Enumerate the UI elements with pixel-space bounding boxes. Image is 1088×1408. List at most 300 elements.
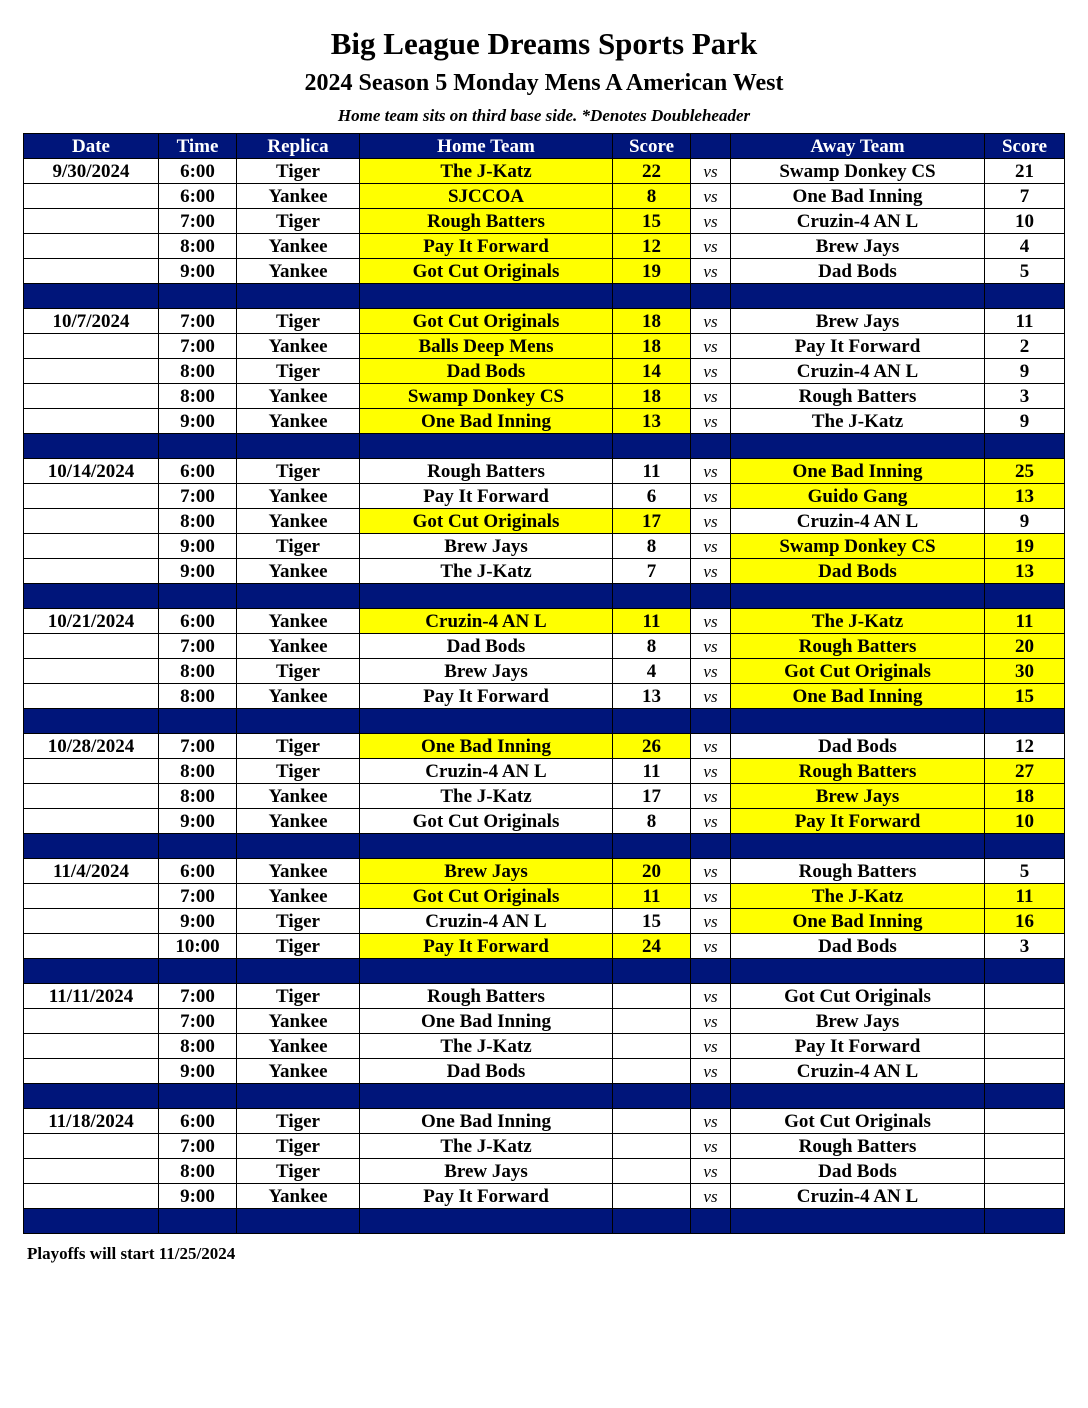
home-score-cell: 20: [613, 859, 691, 884]
separator-cell: [691, 1209, 731, 1234]
away-team-cell: Swamp Donkey CS: [731, 159, 985, 184]
vs-cell: vs: [691, 784, 731, 809]
column-header-away-score: Score: [985, 134, 1065, 159]
home-team-cell: Pay It Forward: [360, 934, 613, 959]
game-row: [24, 409, 1065, 434]
time-cell: 9:00: [159, 409, 237, 434]
away-team-cell: Cruzin-4 AN L: [731, 1059, 985, 1084]
home-score-cell: 18: [613, 309, 691, 334]
separator-cell: [613, 584, 691, 609]
home-team-cell: Balls Deep Mens: [360, 334, 613, 359]
date-cell: [24, 934, 159, 959]
home-score-cell: 18: [613, 384, 691, 409]
separator-cell: [237, 834, 360, 859]
separator-cell: [159, 834, 237, 859]
time-cell: 6:00: [159, 1109, 237, 1134]
home-score-cell: [613, 1184, 691, 1209]
away-team-cell: Cruzin-4 AN L: [731, 1184, 985, 1209]
replica-cell: Yankee: [237, 1009, 360, 1034]
away-score-cell: [985, 1059, 1065, 1084]
vs-cell: vs: [691, 459, 731, 484]
home-team-cell: The J-Katz: [360, 159, 613, 184]
separator-cell: [360, 434, 613, 459]
home-team-cell: Brew Jays: [360, 659, 613, 684]
separator-cell: [731, 834, 985, 859]
home-score-cell: 17: [613, 784, 691, 809]
home-score-cell: 19: [613, 259, 691, 284]
vs-cell: vs: [691, 1059, 731, 1084]
separator-cell: [237, 584, 360, 609]
home-team-cell: Brew Jays: [360, 859, 613, 884]
vs-cell: vs: [691, 1034, 731, 1059]
away-score-cell: 7: [985, 184, 1065, 209]
time-cell: 6:00: [159, 609, 237, 634]
date-cell: [24, 234, 159, 259]
separator-cell: [159, 434, 237, 459]
away-score-cell: 15: [985, 684, 1065, 709]
separator-cell: [237, 959, 360, 984]
schedule-body: [24, 159, 1065, 1234]
away-score-cell: 3: [985, 934, 1065, 959]
away-team-cell: The J-Katz: [731, 884, 985, 909]
separator-cell: [691, 959, 731, 984]
separator-cell: [985, 1209, 1065, 1234]
away-score-cell: [985, 1109, 1065, 1134]
vs-cell: vs: [691, 334, 731, 359]
away-team-cell: Dad Bods: [731, 559, 985, 584]
home-team-cell: Pay It Forward: [360, 684, 613, 709]
separator-cell: [360, 834, 613, 859]
separator-cell: [731, 584, 985, 609]
date-cell: 10/28/2024: [24, 734, 159, 759]
date-cell: [24, 509, 159, 534]
away-team-cell: Pay It Forward: [731, 809, 985, 834]
home-team-cell: One Bad Inning: [360, 1109, 613, 1134]
separator-cell: [24, 959, 159, 984]
game-row: [24, 859, 1065, 884]
separator-cell: [985, 709, 1065, 734]
time-cell: 7:00: [159, 209, 237, 234]
away-team-cell: Pay It Forward: [731, 1034, 985, 1059]
separator-cell: [159, 959, 237, 984]
replica-cell: Yankee: [237, 234, 360, 259]
away-team-cell: Rough Batters: [731, 634, 985, 659]
date-cell: [24, 534, 159, 559]
vs-cell: vs: [691, 534, 731, 559]
away-score-cell: 9: [985, 409, 1065, 434]
away-team-cell: Got Cut Originals: [731, 659, 985, 684]
vs-cell: vs: [691, 884, 731, 909]
date-cell: [24, 659, 159, 684]
time-cell: 8:00: [159, 384, 237, 409]
separator-cell: [691, 284, 731, 309]
home-score-cell: 18: [613, 334, 691, 359]
separator-cell: [24, 834, 159, 859]
home-team-cell: One Bad Inning: [360, 734, 613, 759]
home-team-cell: Cruzin-4 AN L: [360, 759, 613, 784]
separator-cell: [237, 284, 360, 309]
home-score-cell: [613, 1134, 691, 1159]
vs-cell: vs: [691, 659, 731, 684]
separator-cell: [613, 284, 691, 309]
home-team-cell: Swamp Donkey CS: [360, 384, 613, 409]
home-team-cell: Got Cut Originals: [360, 884, 613, 909]
vs-cell: vs: [691, 509, 731, 534]
away-team-cell: Brew Jays: [731, 1009, 985, 1034]
vs-cell: vs: [691, 359, 731, 384]
home-score-cell: 8: [613, 634, 691, 659]
game-row: [24, 759, 1065, 784]
vs-cell: vs: [691, 859, 731, 884]
time-cell: 6:00: [159, 184, 237, 209]
separator-cell: [613, 434, 691, 459]
column-header-replica: Replica: [237, 134, 360, 159]
away-score-cell: 2: [985, 334, 1065, 359]
vs-cell: vs: [691, 1009, 731, 1034]
away-team-cell: Guido Gang: [731, 484, 985, 509]
away-team-cell: Cruzin-4 AN L: [731, 509, 985, 534]
week-separator-row: [24, 959, 1065, 984]
replica-cell: Yankee: [237, 484, 360, 509]
home-team-cell: The J-Katz: [360, 784, 613, 809]
away-score-cell: 13: [985, 484, 1065, 509]
away-score-cell: [985, 984, 1065, 1009]
home-score-cell: [613, 1009, 691, 1034]
vs-cell: vs: [691, 684, 731, 709]
away-score-cell: 27: [985, 759, 1065, 784]
home-score-cell: 8: [613, 809, 691, 834]
playoffs-note: Playoffs will start 11/25/2024: [27, 1244, 236, 1263]
date-cell: [24, 209, 159, 234]
away-team-cell: Cruzin-4 AN L: [731, 359, 985, 384]
away-team-cell: Pay It Forward: [731, 334, 985, 359]
home-team-cell: SJCCOA: [360, 184, 613, 209]
game-row: [24, 184, 1065, 209]
date-cell: [24, 809, 159, 834]
home-team-cell: Brew Jays: [360, 1159, 613, 1184]
away-score-cell: 21: [985, 159, 1065, 184]
date-cell: [24, 484, 159, 509]
separator-cell: [985, 434, 1065, 459]
separator-cell: [985, 1084, 1065, 1109]
away-score-cell: 9: [985, 359, 1065, 384]
home-team-cell: The J-Katz: [360, 1034, 613, 1059]
date-cell: [24, 1184, 159, 1209]
game-row: [24, 734, 1065, 759]
game-row: [24, 484, 1065, 509]
separator-cell: [159, 284, 237, 309]
separator-cell: [360, 584, 613, 609]
replica-cell: Tiger: [237, 909, 360, 934]
week-separator-row: [24, 1209, 1065, 1234]
vs-cell: vs: [691, 384, 731, 409]
replica-cell: Yankee: [237, 184, 360, 209]
game-row: [24, 1134, 1065, 1159]
home-score-cell: 13: [613, 409, 691, 434]
page-title: Big League Dreams Sports Park: [330, 26, 758, 61]
away-team-cell: Cruzin-4 AN L: [731, 209, 985, 234]
column-header-home-score: Score: [613, 134, 691, 159]
replica-cell: Tiger: [237, 759, 360, 784]
away-score-cell: 16: [985, 909, 1065, 934]
separator-cell: [985, 584, 1065, 609]
away-score-cell: [985, 1009, 1065, 1034]
separator-cell: [691, 1084, 731, 1109]
game-row: [24, 909, 1065, 934]
table-header-row: [24, 134, 1065, 159]
separator-cell: [360, 709, 613, 734]
separator-cell: [159, 1209, 237, 1234]
week-separator-row: [24, 709, 1065, 734]
game-row: [24, 634, 1065, 659]
game-row: [24, 1159, 1065, 1184]
game-row: [24, 209, 1065, 234]
replica-cell: Tiger: [237, 359, 360, 384]
away-score-cell: [985, 1034, 1065, 1059]
separator-cell: [24, 709, 159, 734]
game-row: [24, 1059, 1065, 1084]
replica-cell: Yankee: [237, 634, 360, 659]
replica-cell: Tiger: [237, 1109, 360, 1134]
week-separator-row: [24, 434, 1065, 459]
vs-cell: vs: [691, 1159, 731, 1184]
game-row: [24, 234, 1065, 259]
time-cell: 8:00: [159, 1034, 237, 1059]
separator-cell: [24, 1084, 159, 1109]
vs-cell: vs: [691, 409, 731, 434]
replica-cell: Tiger: [237, 534, 360, 559]
home-team-cell: One Bad Inning: [360, 409, 613, 434]
game-row: [24, 1034, 1065, 1059]
vs-cell: vs: [691, 809, 731, 834]
home-team-cell: Got Cut Originals: [360, 509, 613, 534]
replica-cell: Yankee: [237, 609, 360, 634]
time-cell: 8:00: [159, 784, 237, 809]
vs-cell: vs: [691, 559, 731, 584]
replica-cell: Tiger: [237, 734, 360, 759]
replica-cell: Tiger: [237, 984, 360, 1009]
game-row: [24, 359, 1065, 384]
date-cell: [24, 384, 159, 409]
separator-cell: [731, 1209, 985, 1234]
away-score-cell: 11: [985, 309, 1065, 334]
replica-cell: Yankee: [237, 259, 360, 284]
replica-cell: Yankee: [237, 509, 360, 534]
game-row: [24, 884, 1065, 909]
replica-cell: Yankee: [237, 1059, 360, 1084]
away-score-cell: 11: [985, 884, 1065, 909]
game-row: [24, 309, 1065, 334]
vs-cell: vs: [691, 159, 731, 184]
time-cell: 8:00: [159, 684, 237, 709]
time-cell: 8:00: [159, 509, 237, 534]
separator-cell: [731, 959, 985, 984]
home-team-cell: Cruzin-4 AN L: [360, 909, 613, 934]
away-team-cell: Dad Bods: [731, 259, 985, 284]
away-score-cell: [985, 1159, 1065, 1184]
time-cell: 9:00: [159, 1184, 237, 1209]
time-cell: 6:00: [159, 459, 237, 484]
away-team-cell: Brew Jays: [731, 309, 985, 334]
separator-cell: [360, 1209, 613, 1234]
vs-cell: vs: [691, 909, 731, 934]
game-row: [24, 609, 1065, 634]
away-score-cell: 20: [985, 634, 1065, 659]
home-score-cell: 24: [613, 934, 691, 959]
home-score-cell: 11: [613, 609, 691, 634]
date-cell: 10/21/2024: [24, 609, 159, 634]
separator-cell: [985, 284, 1065, 309]
time-cell: 7:00: [159, 1134, 237, 1159]
home-score-cell: 11: [613, 459, 691, 484]
vs-cell: vs: [691, 734, 731, 759]
home-team-cell: Got Cut Originals: [360, 309, 613, 334]
home-team-cell: Pay It Forward: [360, 484, 613, 509]
game-row: [24, 559, 1065, 584]
away-score-cell: 3: [985, 384, 1065, 409]
date-cell: 11/11/2024: [24, 984, 159, 1009]
away-score-cell: 18: [985, 784, 1065, 809]
separator-cell: [613, 1084, 691, 1109]
separator-cell: [691, 834, 731, 859]
date-cell: [24, 784, 159, 809]
separator-cell: [731, 1084, 985, 1109]
vs-cell: vs: [691, 984, 731, 1009]
vs-cell: vs: [691, 234, 731, 259]
replica-cell: Yankee: [237, 884, 360, 909]
game-row: [24, 684, 1065, 709]
away-score-cell: 10: [985, 809, 1065, 834]
game-row: [24, 984, 1065, 1009]
time-cell: 10:00: [159, 934, 237, 959]
home-score-cell: [613, 1059, 691, 1084]
away-team-cell: Dad Bods: [731, 734, 985, 759]
separator-cell: [985, 959, 1065, 984]
away-score-cell: 9: [985, 509, 1065, 534]
time-cell: 7:00: [159, 309, 237, 334]
date-cell: [24, 684, 159, 709]
replica-cell: Yankee: [237, 1184, 360, 1209]
date-cell: [24, 559, 159, 584]
replica-cell: Tiger: [237, 309, 360, 334]
time-cell: 7:00: [159, 334, 237, 359]
date-cell: [24, 909, 159, 934]
separator-cell: [237, 1209, 360, 1234]
date-cell: [24, 1059, 159, 1084]
separator-cell: [360, 284, 613, 309]
away-score-cell: 13: [985, 559, 1065, 584]
away-team-cell: One Bad Inning: [731, 459, 985, 484]
column-header-home-team: Home Team: [360, 134, 613, 159]
replica-cell: Yankee: [237, 559, 360, 584]
separator-cell: [613, 709, 691, 734]
time-cell: 7:00: [159, 1009, 237, 1034]
home-team-cell: The J-Katz: [360, 1134, 613, 1159]
time-cell: 9:00: [159, 809, 237, 834]
home-score-cell: 6: [613, 484, 691, 509]
home-team-cell: Brew Jays: [360, 534, 613, 559]
away-score-cell: [985, 1184, 1065, 1209]
away-team-cell: Dad Bods: [731, 934, 985, 959]
vs-cell: vs: [691, 759, 731, 784]
separator-cell: [691, 709, 731, 734]
column-header-date: Date: [24, 134, 159, 159]
home-team-cell: Rough Batters: [360, 459, 613, 484]
schedule-table: [23, 133, 1065, 1234]
date-cell: [24, 1009, 159, 1034]
home-team-cell: One Bad Inning: [360, 1009, 613, 1034]
game-row: [24, 1184, 1065, 1209]
home-team-cell: Got Cut Originals: [360, 259, 613, 284]
home-team-cell: Got Cut Originals: [360, 809, 613, 834]
home-score-cell: [613, 1034, 691, 1059]
away-team-cell: Swamp Donkey CS: [731, 534, 985, 559]
replica-cell: Yankee: [237, 684, 360, 709]
away-score-cell: [985, 1134, 1065, 1159]
home-team-cell: Rough Batters: [360, 209, 613, 234]
away-score-cell: 10: [985, 209, 1065, 234]
vs-cell: vs: [691, 309, 731, 334]
vs-cell: vs: [691, 634, 731, 659]
replica-cell: Yankee: [237, 334, 360, 359]
home-score-cell: 22: [613, 159, 691, 184]
game-row: [24, 809, 1065, 834]
time-cell: 8:00: [159, 359, 237, 384]
separator-cell: [360, 1084, 613, 1109]
date-cell: [24, 259, 159, 284]
time-cell: 7:00: [159, 634, 237, 659]
away-team-cell: Rough Batters: [731, 859, 985, 884]
vs-cell: vs: [691, 184, 731, 209]
home-team-cell: Dad Bods: [360, 1059, 613, 1084]
game-row: [24, 384, 1065, 409]
game-row: [24, 509, 1065, 534]
home-score-cell: 15: [613, 209, 691, 234]
separator-cell: [985, 834, 1065, 859]
separator-cell: [24, 284, 159, 309]
away-score-cell: 12: [985, 734, 1065, 759]
week-separator-row: [24, 1084, 1065, 1109]
away-team-cell: Rough Batters: [731, 1134, 985, 1159]
separator-cell: [731, 434, 985, 459]
time-cell: 9:00: [159, 559, 237, 584]
game-row: [24, 459, 1065, 484]
separator-cell: [159, 584, 237, 609]
time-cell: 8:00: [159, 234, 237, 259]
away-score-cell: 5: [985, 259, 1065, 284]
home-score-cell: 11: [613, 759, 691, 784]
game-row: [24, 659, 1065, 684]
week-separator-row: [24, 584, 1065, 609]
time-cell: 9:00: [159, 534, 237, 559]
date-cell: 11/4/2024: [24, 859, 159, 884]
replica-cell: Yankee: [237, 384, 360, 409]
time-cell: 7:00: [159, 984, 237, 1009]
away-team-cell: Got Cut Originals: [731, 984, 985, 1009]
game-row: [24, 159, 1065, 184]
replica-cell: Tiger: [237, 209, 360, 234]
away-score-cell: 25: [985, 459, 1065, 484]
replica-cell: Tiger: [237, 1159, 360, 1184]
home-score-cell: [613, 1159, 691, 1184]
separator-cell: [159, 709, 237, 734]
replica-cell: Yankee: [237, 1034, 360, 1059]
away-team-cell: One Bad Inning: [731, 684, 985, 709]
time-cell: 8:00: [159, 659, 237, 684]
home-score-cell: 13: [613, 684, 691, 709]
away-team-cell: Brew Jays: [731, 784, 985, 809]
date-cell: [24, 884, 159, 909]
